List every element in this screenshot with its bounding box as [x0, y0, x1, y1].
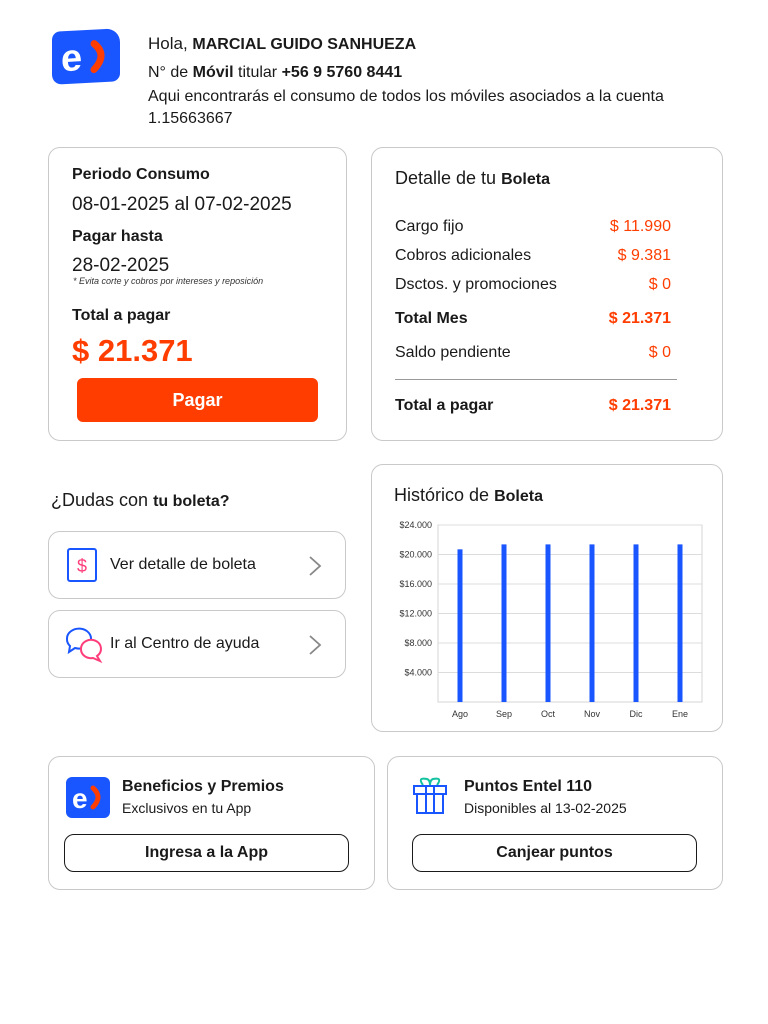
account-description: Aqui encontrarás el consumo de todos los móviles asociados a la cuenta 1.15663667 [148, 88, 664, 127]
svg-text:e: e [61, 37, 83, 81]
benefits-subtitle: Exclusivos en tu App [122, 800, 252, 816]
entel-logo [52, 28, 120, 85]
x-tick-label: Ago [451, 709, 469, 719]
detail-row: Dsctos. y promociones $ 0 [395, 276, 671, 293]
entel-logo-mark [52, 28, 120, 85]
phone-number: +56 9 5760 8441 [281, 64, 403, 81]
help-center-link[interactable] [48, 610, 346, 678]
y-tick-label: $4.000 [404, 667, 432, 678]
y-tick-label: $20.000 [399, 549, 432, 560]
chart-bar [546, 544, 551, 702]
period-label: Periodo Consumo [72, 166, 210, 183]
pay-button[interactable]: Pagar [77, 378, 318, 422]
y-tick-label: $12.000 [399, 608, 432, 619]
due-label: Pagar hasta [72, 228, 163, 245]
points-title: Puntos Entel 110 [464, 778, 593, 795]
total-label: Total a pagar [72, 307, 171, 324]
detail-row: Saldo pendiente $ 0 [395, 344, 671, 361]
line-info: N° de Móvil titular +56 9 5760 8441 [148, 64, 403, 81]
chat-bubbles-icon [63, 625, 105, 665]
open-app-button[interactable]: Ingresa a la App [64, 834, 349, 872]
help-center-label: Ir al Centro de ayuda [110, 635, 260, 652]
x-tick-label: Sep [495, 709, 513, 719]
benefits-title: Beneficios y Premios [122, 778, 284, 795]
chart-bar [590, 544, 595, 702]
gift-icon [411, 776, 449, 816]
detail-divider [395, 379, 677, 380]
chevron-right-icon [305, 633, 325, 657]
detail-row-total-pay: Total a pagar $ 21.371 [395, 397, 671, 414]
points-subtitle: Disponibles al 13-02-2025 [464, 800, 627, 816]
view-invoice-detail-link[interactable] [48, 531, 346, 599]
redeem-points-button[interactable]: Canjear puntos [412, 834, 697, 872]
view-invoice-detail-label: Ver detalle de boleta [110, 556, 256, 573]
chart-bar [502, 544, 507, 702]
history-bar-chart [372, 510, 722, 725]
x-tick-label: Ene [671, 709, 689, 719]
detail-row: Cargo fijo $ 11.990 [395, 218, 671, 235]
y-tick-label: $24.000 [399, 520, 432, 530]
chevron-right-icon [305, 554, 325, 578]
entel-app-icon [66, 777, 110, 818]
chart-bar [678, 544, 683, 702]
x-tick-label: Oct [540, 709, 556, 719]
svg-text:e: e [72, 783, 88, 814]
y-tick-label: $8.000 [404, 638, 432, 648]
greeting: Hola, MARCIAL GUIDO SANHUEZA [148, 34, 417, 53]
x-tick-label: Dic [629, 709, 643, 719]
due-note: * Evita corte y cobros por intereses y reposición [73, 276, 264, 286]
help-title: ¿Dudas con tu boleta? [51, 490, 230, 510]
customer-name: MARCIAL GUIDO SANHUEZA [192, 36, 417, 53]
period-value: 08-01-2025 al 07-02-2025 [72, 194, 292, 215]
detail-row: Cobros adicionales $ 9.381 [395, 247, 671, 264]
total-amount: $ 21.371 [72, 333, 193, 368]
y-tick-label: $16.000 [399, 579, 432, 589]
invoice-dollar-icon [66, 547, 98, 583]
chart-bar [634, 544, 639, 702]
x-tick-label: Nov [583, 709, 601, 719]
svg-text:$: $ [76, 556, 88, 576]
detail-title: Detalle de tu Boleta [395, 168, 550, 188]
chart-bar [458, 549, 463, 702]
due-value: 28-02-2025 [72, 255, 170, 276]
history-title: Histórico de Boleta [394, 485, 543, 505]
detail-row-total-month: Total Mes $ 21.371 [395, 310, 671, 327]
